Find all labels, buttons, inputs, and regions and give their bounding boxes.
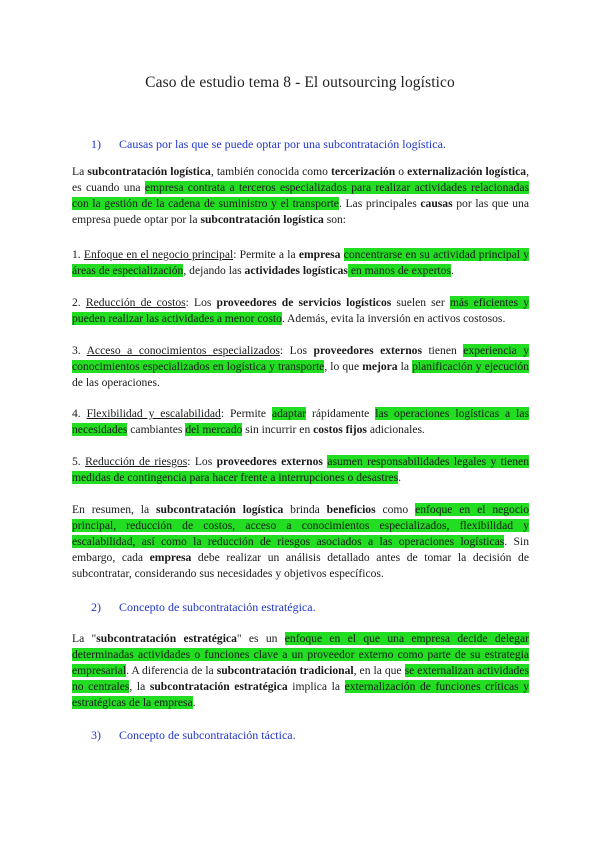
strategic-paragraph: La "subcontratación estratégica" es un enfoque en el que una empresa decide delegar determinadas actividades o funciones clave a un proveedor externo como parte de su estrategia empresarial. A diferencia de la subcontratación tradicional, en la que se externalizan actividades no centrales, la subcontratación estratégica implica la externalización de funciones críticas y estratégicas de la empresa. bbox=[72, 632, 530, 709]
cause-item-4: 4. Flexibilidad y escalabilidad: Permite adaptar rápidamente las operaciones logísticas a las necesidades cambiantes del mercado sin incurrir en costos fijos adicionales. bbox=[72, 407, 530, 436]
intro-paragraph: La subcontratación logística, también conocida como tercerización o externalización logística, es cuando una empresa contrata a terceros especializados para realizar actividades relacionadas con la gestión de la cadena de suministro y el transporte. Las principales causas por las que una empresa puede optar por la subcontratación logística son: bbox=[72, 165, 530, 226]
cause-item-3: 3. Acceso a conocimientos especializados: Los proveedores externos tienen experiencia y conocimientos especializados en logística y transporte, lo que mejora la planificación y ejecución de las operaciones. bbox=[72, 344, 530, 389]
section-heading-3: 3) Concepto de subcontratación táctica. bbox=[91, 728, 296, 742]
section-heading-2: 2) Concepto de subcontratación estratégica. bbox=[91, 600, 316, 614]
cause-item-5: 5. Reducción de riesgos: Los proveedores externos asumen responsabilidades legales y tienen medidas de contingencia para hacer frente a interrupciones o desastres. bbox=[72, 455, 530, 484]
summary-paragraph: En resumen, la subcontratación logística brinda beneficios como enfoque en el negocio principal, reducción de costos, acceso a conocimientos especializados, flexibilidad y escalabilidad, así como la reducción de riesgos asociados a las operaciones logísticas. Sin embargo, cada empresa debe realizar un análisis detallado antes de tomar la decisión de subcontratar, considerando sus necesidades y objetivos específicos. bbox=[72, 503, 530, 580]
document-title: Caso de estudio tema 8 - El outsourcing logístico bbox=[145, 74, 455, 91]
cause-item-2: 2. Reducción de costos: Los proveedores de servicios logísticos suelen ser más eficientes y pueden realizar las actividades a menor costo. Además, evita la inversión en activos costosos. bbox=[72, 296, 529, 325]
cause-item-1: 1. Enfoque en el negocio principal: Permite a la empresa concentrarse en su actividad principal y áreas de especialización, dejando las actividades logísticas en manos de expertos. bbox=[72, 248, 529, 277]
section-heading-1: 1) Causas por las que se puede optar por una subcontratación logística. bbox=[91, 137, 446, 151]
